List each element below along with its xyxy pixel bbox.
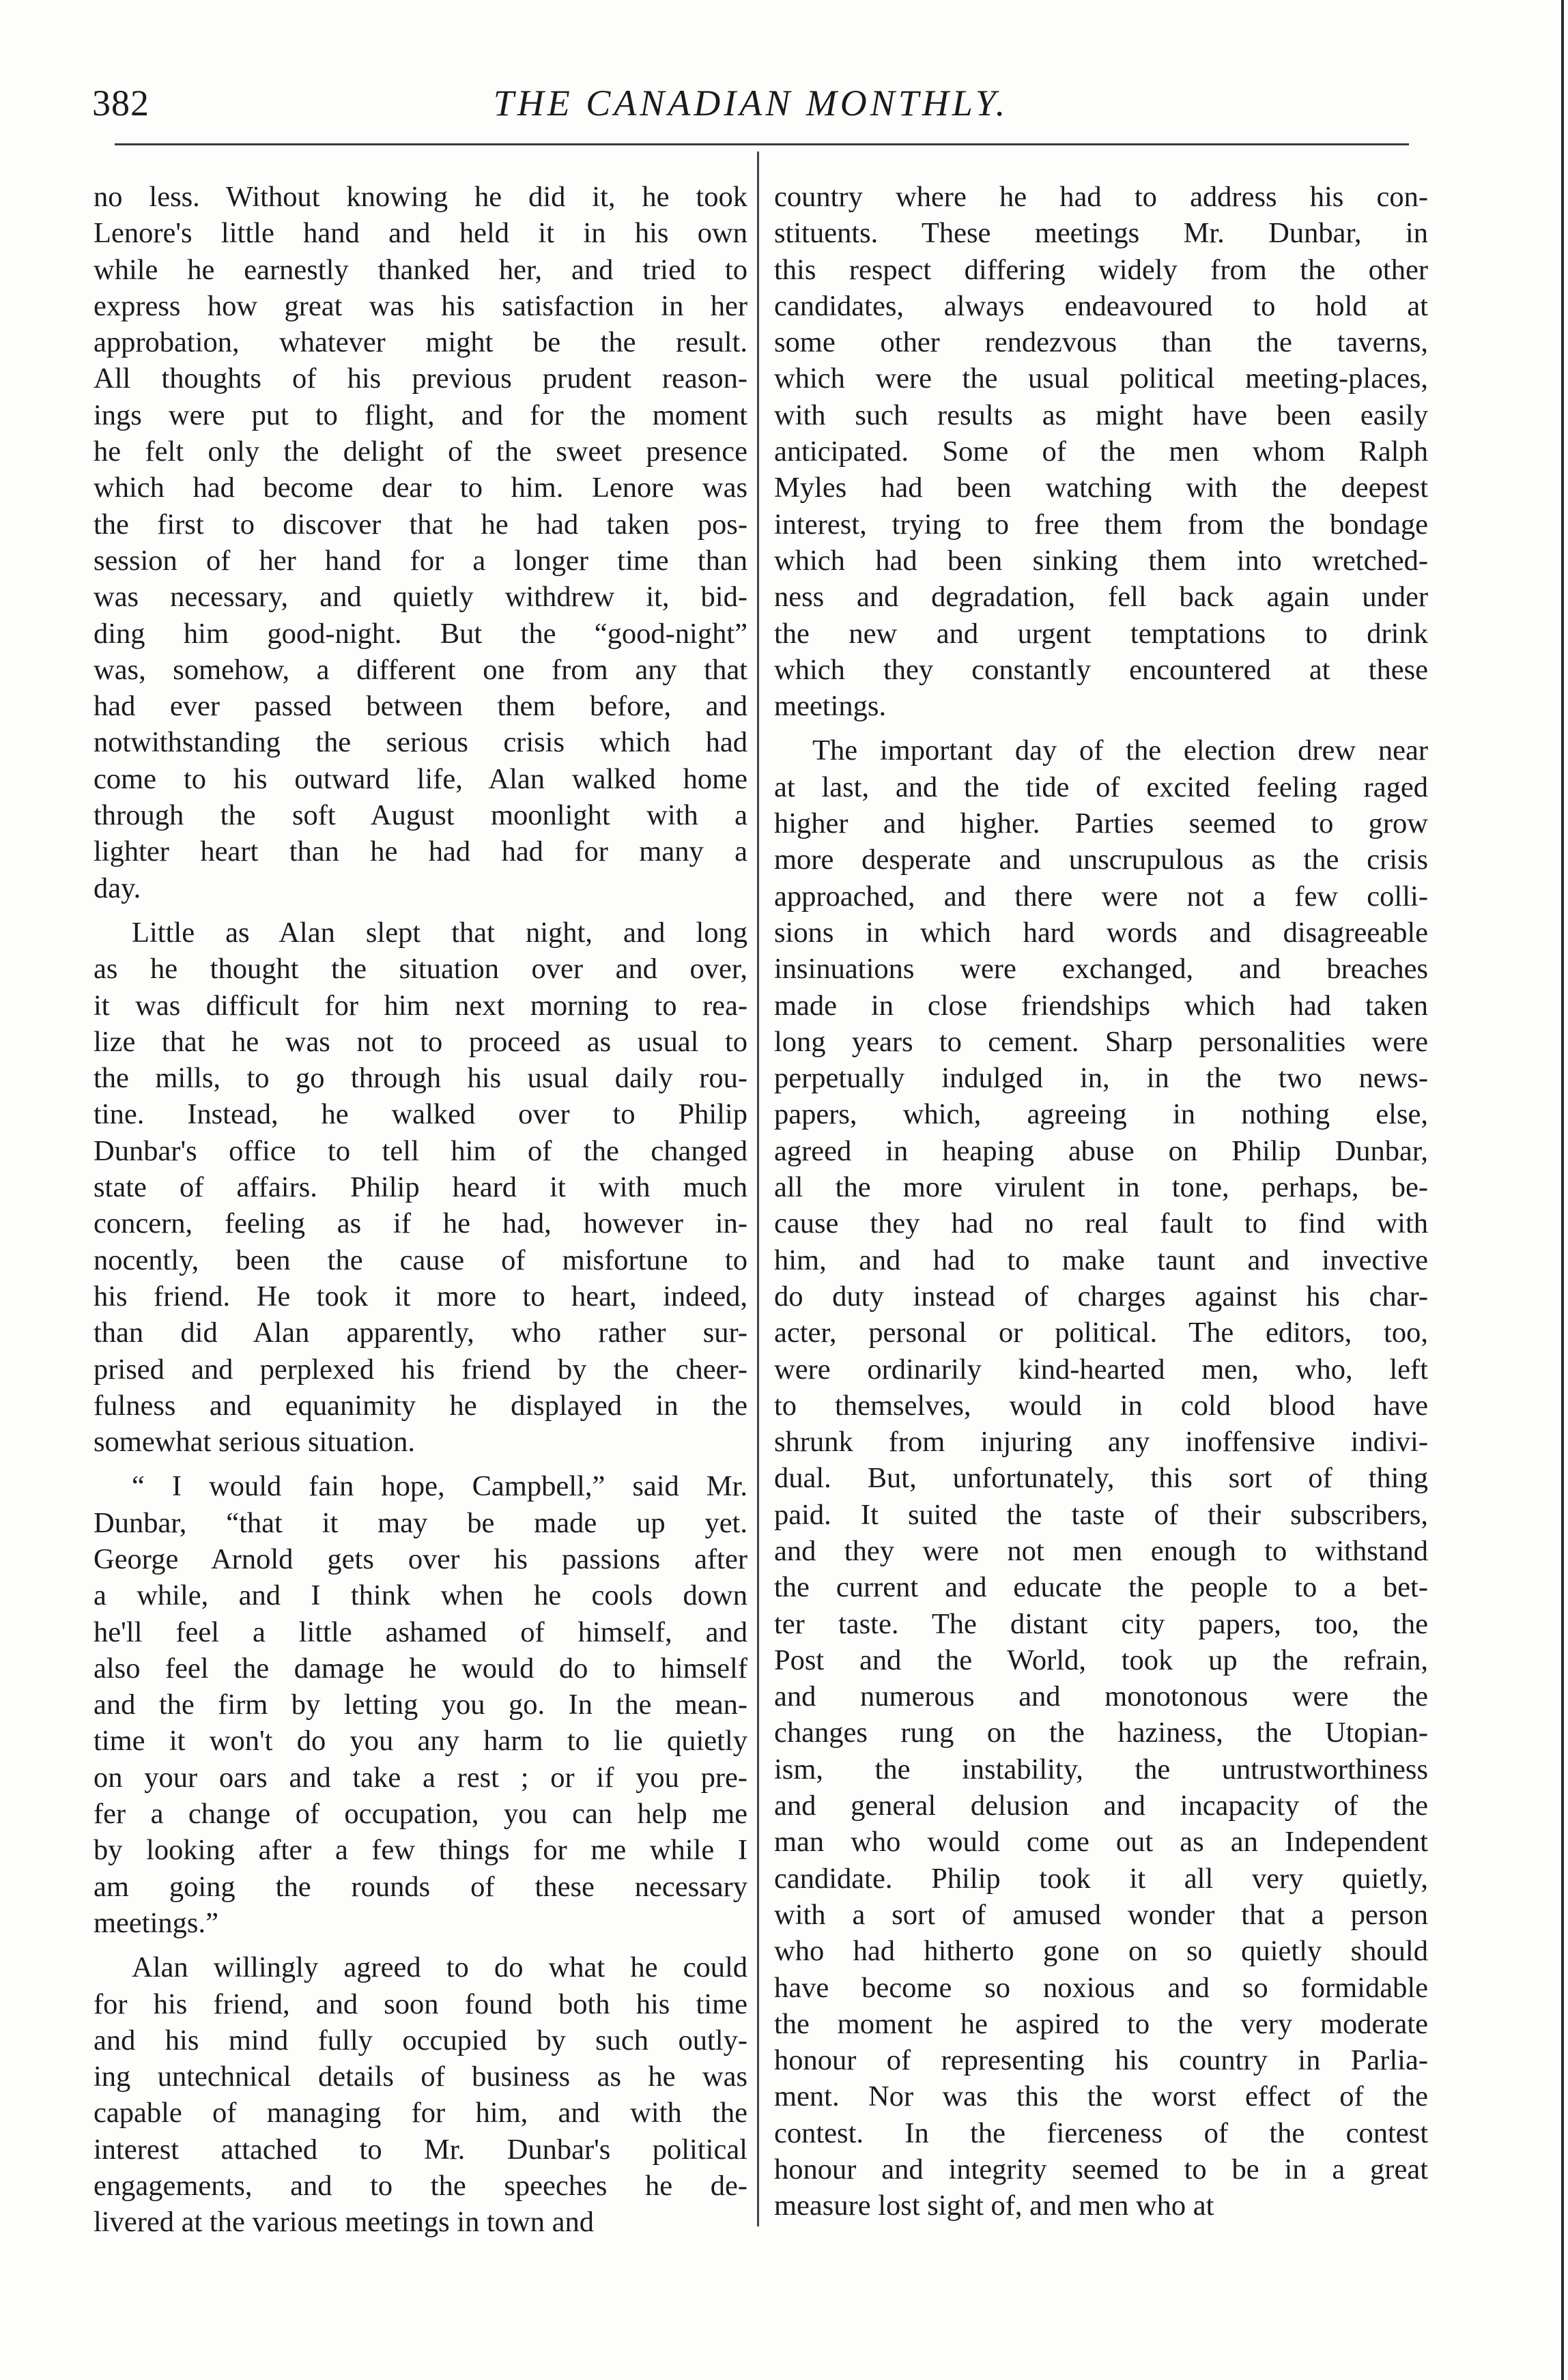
text-line: which had become dear to him. Lenore was xyxy=(94,472,747,504)
text-line: agreed in heaping abuse on Philip Dunbar, xyxy=(774,1134,1428,1167)
text-line: meetings.” xyxy=(94,1906,218,1939)
text-line: and the firm by letting you go. In the mean- xyxy=(94,1689,747,1721)
text-line: he felt only the delight of the sweet presence xyxy=(94,435,747,468)
text-line: at last, and the tide of excited feeling raged xyxy=(774,771,1428,803)
text-line: stituents. These meetings Mr. Dunbar, in xyxy=(774,217,1428,250)
text-line: concern, feeling as if he had, however in- xyxy=(94,1207,747,1240)
text-line: engagements, and to the speeches he de- xyxy=(94,2170,747,2203)
text-line: sions in which hard words and disagreeable xyxy=(774,916,1428,949)
text-line: long years to cement. Sharp personalities were xyxy=(774,1025,1428,1058)
text-line: state of affairs. Philip heard it with much xyxy=(94,1171,747,1204)
text-line: than did Alan apparently, who rather sur- xyxy=(94,1317,747,1349)
text-line: had ever passed between them before, and xyxy=(94,690,747,723)
text-line: meetings. xyxy=(774,690,887,723)
text-line: with a sort of amused wonder that a person xyxy=(774,1898,1428,1931)
text-line: him, and had to make taunt and invective xyxy=(774,1244,1428,1276)
text-line: some other rendezvous than the taverns, xyxy=(774,326,1428,359)
text-line: ment. Nor was this the worst effect of the xyxy=(774,2080,1428,2113)
paragraph xyxy=(94,1468,747,1941)
text-line: higher and higher. Parties seemed to grow xyxy=(774,807,1428,840)
text-line: man who would come out as an Independent xyxy=(774,1826,1428,1859)
text-line: fulness and equanimity he displayed in the xyxy=(94,1389,747,1422)
text-line: Alan willingly agreed to do what he could xyxy=(132,1951,747,1984)
paragraph xyxy=(94,179,747,906)
text-line: paid. It suited the taste of their subscribers, xyxy=(774,1498,1428,1531)
text-line: acter, personal or political. The editors, too, xyxy=(774,1317,1428,1349)
text-line: ings were put to flight, and for the moment xyxy=(94,399,747,431)
text-line: for his friend, and soon found both his time xyxy=(94,1988,747,2020)
text-line: ing untechnical details of business as he was xyxy=(94,2061,747,2093)
text-line: capable of managing for him, and with the xyxy=(94,2097,747,2130)
paragraph xyxy=(94,915,747,1460)
text-line: to themselves, would in cold blood have xyxy=(774,1389,1428,1422)
text-line: interest attached to Mr. Dunbar's political xyxy=(94,2133,747,2166)
page-header xyxy=(92,76,1410,131)
text-line: nocently, been the cause of misfortune to xyxy=(94,1244,747,1276)
text-line: fer a change of occupation, you can help me xyxy=(94,1798,747,1831)
text-line: it was difficult for him next morning to rea- xyxy=(94,989,747,1022)
paragraph-gap xyxy=(94,1941,747,1949)
text-line: papers, which, agreeing in nothing else, xyxy=(774,1098,1428,1131)
paragraph-gap xyxy=(94,906,747,915)
text-line: candidates, always endeavoured to hold at xyxy=(774,289,1428,322)
text-line: measure lost sight of, and men who at xyxy=(774,2190,1214,2222)
text-line: the new and urgent temptations to drink xyxy=(774,617,1428,650)
text-line: approbation, whatever might be the result. xyxy=(94,326,747,359)
scan-edge xyxy=(1561,0,1564,2380)
text-line: through the soft August moonlight with a xyxy=(94,799,747,832)
text-line: dual. But, unfortunately, this sort of thing xyxy=(774,1462,1428,1495)
text-line: and they were not men enough to withstand xyxy=(774,1534,1428,1567)
text-line: contest. In the fierceness of the contest xyxy=(774,2117,1428,2149)
text-line: and numerous and monotonous were the xyxy=(774,1680,1428,1713)
text-line: George Arnold gets over his passions after xyxy=(94,1543,747,1575)
text-line: which they constantly encountered at these xyxy=(774,653,1428,686)
text-line: the first to discover that he had taken pos- xyxy=(94,508,747,541)
text-line: honour and integrity seemed to be in a great xyxy=(774,2153,1428,2186)
text-line: all the more virulent in tone, perhaps, be- xyxy=(774,1171,1428,1204)
text-line: and general delusion and incapacity of the xyxy=(774,1790,1428,1822)
text-line: on your oars and take a rest ; or if you pre- xyxy=(94,1761,747,1794)
text-line: anticipated. Some of the men whom Ralph xyxy=(774,435,1428,468)
text-line: All thoughts of his previous prudent reason- xyxy=(94,362,747,395)
text-line: candidate. Philip took it all very quietly, xyxy=(774,1862,1428,1895)
text-line: who had hitherto gone on so quietly should xyxy=(774,1935,1428,1968)
text-line: while he earnestly thanked her, and tried to xyxy=(94,253,747,286)
text-line: by looking after a few things for me while I xyxy=(94,1834,747,1867)
text-line: Lenore's little hand and held it in his own xyxy=(94,217,747,250)
text-line: tine. Instead, he walked over to Philip xyxy=(94,1098,747,1131)
text-line: this respect differing widely from the other xyxy=(774,253,1428,286)
text-line: which were the usual political meeting-places, xyxy=(774,362,1428,395)
text-line: and his mind fully occupied by such outly- xyxy=(94,2024,747,2056)
text-line: Dunbar, “that it may be made up yet. xyxy=(94,1506,747,1539)
text-line: have become so noxious and so formidable xyxy=(774,1971,1428,2004)
text-line: livered at the various meetings in town and xyxy=(94,2206,594,2239)
column-divider xyxy=(757,152,759,2226)
running-title: THE CANADIAN MONTHLY. xyxy=(493,83,1009,124)
text-line: shrunk from injuring any inoffensive indivi- xyxy=(774,1426,1428,1459)
text-line: insinuations were exchanged, and breaches xyxy=(774,953,1428,986)
text-line: lighter heart than he had had for many a xyxy=(94,835,747,868)
text-line: come to his outward life, Alan walked home xyxy=(94,762,747,795)
text-line: was, somehow, a different one from any that xyxy=(94,653,747,686)
text-line: more desperate and unscrupulous as the crisis xyxy=(774,844,1428,876)
text-line: “ I would fain hope, Campbell,” said Mr. xyxy=(132,1470,747,1503)
text-line: notwithstanding the serious crisis which had xyxy=(94,726,747,759)
text-line: interest, trying to free them from the bondage xyxy=(774,508,1428,541)
text-line: do duty instead of charges against his char- xyxy=(774,1280,1428,1313)
text-line: prised and perplexed his friend by the cheer- xyxy=(94,1353,747,1386)
text-line: which had been sinking them into wretched- xyxy=(774,544,1428,577)
text-line: no less. Without knowing he did it, he took xyxy=(94,181,747,213)
text-line: his friend. He took it more to heart, indeed, xyxy=(94,1280,747,1313)
text-line: honour of representing his country in Parlia- xyxy=(774,2044,1428,2077)
text-line: as he thought the situation over and over, xyxy=(94,953,747,986)
paragraph xyxy=(774,179,1428,724)
text-line: a while, and I think when he cools down xyxy=(94,1579,747,1612)
text-line: was necessary, and quietly withdrew it, bid- xyxy=(94,581,747,614)
text-line: day. xyxy=(94,872,141,904)
text-line: Post and the World, took up the refrain, xyxy=(774,1644,1428,1676)
text-line: the moment he aspired to the very moderate xyxy=(774,2007,1428,2040)
right-column xyxy=(774,179,1428,2224)
text-line: The important day of the election drew near xyxy=(812,734,1428,767)
text-line: ter taste. The distant city papers, too, the xyxy=(774,1607,1428,1640)
paragraph xyxy=(774,732,1428,2224)
text-line: changes rung on the haziness, the Utopian- xyxy=(774,1717,1428,1749)
text-line: with such results as might have been easily xyxy=(774,399,1428,431)
text-line: time it won't do you any harm to lie quietly xyxy=(94,1725,747,1758)
text-line: approached, and there were not a few colli- xyxy=(774,880,1428,913)
text-line: ness and degradation, fell back again under xyxy=(774,581,1428,614)
text-line: Little as Alan slept that night, and long xyxy=(132,916,747,949)
text-line: lize that he was not to proceed as usual to xyxy=(94,1025,747,1058)
left-column xyxy=(94,179,747,2241)
text-line: the mills, to go through his usual daily rou- xyxy=(94,1062,747,1095)
text-line: session of her hand for a longer time than xyxy=(94,544,747,577)
text-line: perpetually indulged in, in the two news- xyxy=(774,1062,1428,1095)
text-line: made in close friendships which had taken xyxy=(774,989,1428,1022)
text-line: express how great was his satisfaction in her xyxy=(94,289,747,322)
text-line: cause they had no real fault to find with xyxy=(774,1207,1428,1240)
text-line: Dunbar's office to tell him of the changed xyxy=(94,1134,747,1167)
page-number: 382 xyxy=(92,83,149,124)
text-line: ding him good-night. But the “good-night” xyxy=(94,617,747,650)
text-line: he'll feel a little ashamed of himself, and xyxy=(94,1616,747,1648)
header-rule xyxy=(115,143,1409,145)
text-line: country where he had to address his con- xyxy=(774,181,1428,213)
paragraph-gap xyxy=(94,1460,747,1468)
text-line: also feel the damage he would do to himself xyxy=(94,1652,747,1684)
text-line: were ordinarily kind-hearted men, who, left xyxy=(774,1353,1428,1386)
text-line: somewhat serious situation. xyxy=(94,1426,415,1459)
text-line: Myles had been watching with the deepest xyxy=(774,472,1428,504)
text-line: the current and educate the people to a bet- xyxy=(774,1571,1428,1604)
text-line: ism, the instability, the untrustworthiness xyxy=(774,1753,1428,1786)
paragraph xyxy=(94,1949,747,2240)
paragraph-gap xyxy=(774,724,1428,732)
text-line: am going the rounds of these necessary xyxy=(94,1870,747,1903)
